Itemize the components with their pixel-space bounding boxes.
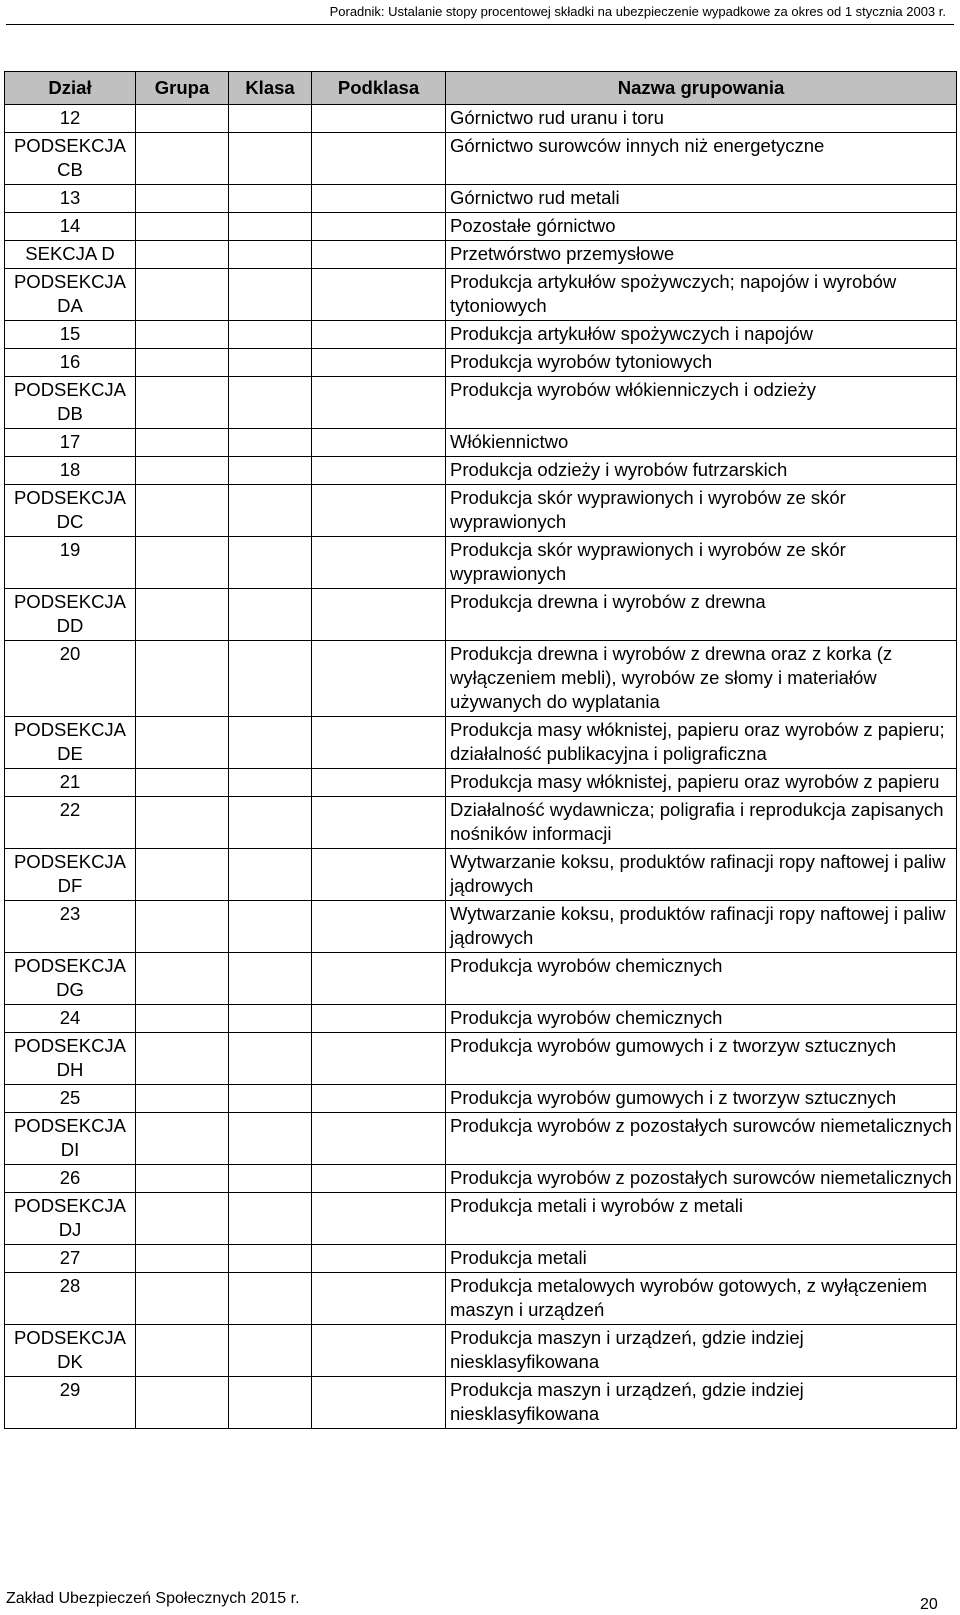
- cell-podklasa: [312, 797, 446, 849]
- cell-podklasa: [312, 105, 446, 133]
- cell-grupa: [136, 1377, 229, 1429]
- cell-podklasa: [312, 537, 446, 589]
- cell-klasa: [229, 901, 312, 953]
- cell-klasa: [229, 717, 312, 769]
- cell-podklasa: [312, 349, 446, 377]
- cell-nazwa: Produkcja wyrobów włókienniczych i odzieży: [446, 377, 957, 429]
- table-body: [5, 105, 957, 1429]
- table-row: [5, 213, 957, 241]
- cell-dzial: 20: [5, 641, 136, 717]
- cell-nazwa: Wytwarzanie koksu, produktów rafinacji ropy naftowej i paliw jądrowych: [446, 901, 957, 953]
- cell-dzial: 13: [5, 185, 136, 213]
- cell-dzial: 24: [5, 1005, 136, 1033]
- cell-nazwa: Produkcja odzieży i wyrobów futrzarskich: [446, 457, 957, 485]
- cell-klasa: [229, 377, 312, 429]
- cell-klasa: [229, 321, 312, 349]
- table-row: [5, 1033, 957, 1085]
- table-row: [5, 429, 957, 457]
- table-row: [5, 1193, 957, 1245]
- cell-grupa: [136, 485, 229, 537]
- cell-podklasa: [312, 589, 446, 641]
- cell-dzial: PODSEKCJA DE: [5, 717, 136, 769]
- cell-klasa: [229, 485, 312, 537]
- cell-dzial: 25: [5, 1085, 136, 1113]
- table-row: [5, 1325, 957, 1377]
- cell-nazwa: Produkcja drewna i wyrobów z drewna: [446, 589, 957, 641]
- cell-klasa: [229, 457, 312, 485]
- cell-podklasa: [312, 269, 446, 321]
- header-divider: [6, 24, 954, 25]
- cell-klasa: [229, 589, 312, 641]
- cell-nazwa: Produkcja metali i wyrobów z metali: [446, 1193, 957, 1245]
- cell-klasa: [229, 769, 312, 797]
- cell-klasa: [229, 1245, 312, 1273]
- cell-nazwa: Produkcja skór wyprawionych i wyrobów ze skór wyprawionych: [446, 485, 957, 537]
- cell-podklasa: [312, 641, 446, 717]
- cell-klasa: [229, 1005, 312, 1033]
- table-row: [5, 717, 957, 769]
- cell-podklasa: [312, 213, 446, 241]
- cell-grupa: [136, 241, 229, 269]
- column-header-nazwa: Nazwa grupowania: [446, 72, 957, 105]
- cell-nazwa: Produkcja metali: [446, 1245, 957, 1273]
- cell-grupa: [136, 537, 229, 589]
- cell-dzial: PODSEKCJA DF: [5, 849, 136, 901]
- cell-grupa: [136, 1193, 229, 1245]
- cell-klasa: [229, 1273, 312, 1325]
- cell-podklasa: [312, 133, 446, 185]
- cell-nazwa: Włókiennictwo: [446, 429, 957, 457]
- cell-nazwa: Górnictwo surowców innych niż energetyczne: [446, 133, 957, 185]
- column-header-podklasa: Podklasa: [312, 72, 446, 105]
- table-row: [5, 349, 957, 377]
- cell-nazwa: Górnictwo rud metali: [446, 185, 957, 213]
- table-row: [5, 641, 957, 717]
- cell-podklasa: [312, 1193, 446, 1245]
- cell-nazwa: Produkcja wyrobów z pozostałych surowców niemetalicznych: [446, 1113, 957, 1165]
- cell-dzial: 19: [5, 537, 136, 589]
- cell-nazwa: Produkcja wyrobów chemicznych: [446, 953, 957, 1005]
- cell-dzial: PODSEKCJA DB: [5, 377, 136, 429]
- cell-klasa: [229, 133, 312, 185]
- cell-klasa: [229, 241, 312, 269]
- cell-klasa: [229, 1377, 312, 1429]
- cell-grupa: [136, 769, 229, 797]
- cell-grupa: [136, 1165, 229, 1193]
- table-row: [5, 1245, 957, 1273]
- cell-nazwa: Produkcja maszyn i urządzeń, gdzie indziej niesklasyfikowana: [446, 1377, 957, 1429]
- cell-nazwa: Produkcja artykułów spożywczych; napojów i wyrobów tytoniowych: [446, 269, 957, 321]
- table-row: [5, 321, 957, 349]
- cell-grupa: [136, 269, 229, 321]
- cell-dzial: PODSEKCJA CB: [5, 133, 136, 185]
- cell-grupa: [136, 1245, 229, 1273]
- cell-dzial: 14: [5, 213, 136, 241]
- cell-klasa: [229, 1165, 312, 1193]
- cell-grupa: [136, 1085, 229, 1113]
- cell-dzial: 21: [5, 769, 136, 797]
- cell-klasa: [229, 953, 312, 1005]
- table-row: [5, 1273, 957, 1325]
- column-header-dzial: Dział: [5, 72, 136, 105]
- cell-nazwa: Produkcja skór wyprawionych i wyrobów ze skór wyprawionych: [446, 537, 957, 589]
- table-row: [5, 241, 957, 269]
- cell-dzial: 18: [5, 457, 136, 485]
- cell-grupa: [136, 349, 229, 377]
- table-row: [5, 485, 957, 537]
- cell-nazwa: Produkcja wyrobów gumowych i z tworzyw sztucznych: [446, 1033, 957, 1085]
- cell-grupa: [136, 321, 229, 349]
- cell-klasa: [229, 429, 312, 457]
- cell-grupa: [136, 457, 229, 485]
- cell-klasa: [229, 537, 312, 589]
- cell-podklasa: [312, 485, 446, 537]
- cell-podklasa: [312, 1377, 446, 1429]
- cell-dzial: PODSEKCJA DC: [5, 485, 136, 537]
- table-row: [5, 901, 957, 953]
- cell-nazwa: Produkcja wyrobów tytoniowych: [446, 349, 957, 377]
- cell-klasa: [229, 1325, 312, 1377]
- cell-dzial: 16: [5, 349, 136, 377]
- cell-nazwa: Produkcja artykułów spożywczych i napojów: [446, 321, 957, 349]
- cell-grupa: [136, 377, 229, 429]
- table-row: [5, 1005, 957, 1033]
- cell-nazwa: Przetwórstwo przemysłowe: [446, 241, 957, 269]
- page-header: Poradnik: Ustalanie stopy procentowej składki na ubezpieczenie wypadkowe za okres od 1 stycznia 2003 r.: [329, 4, 946, 19]
- cell-klasa: [229, 641, 312, 717]
- cell-klasa: [229, 1033, 312, 1085]
- cell-klasa: [229, 1085, 312, 1113]
- cell-podklasa: [312, 1005, 446, 1033]
- cell-grupa: [136, 849, 229, 901]
- cell-klasa: [229, 349, 312, 377]
- cell-grupa: [136, 1273, 229, 1325]
- cell-dzial: PODSEKCJA DJ: [5, 1193, 136, 1245]
- cell-dzial: 27: [5, 1245, 136, 1273]
- cell-nazwa: Produkcja wyrobów gumowych i z tworzyw sztucznych: [446, 1085, 957, 1113]
- cell-dzial: PODSEKCJA DD: [5, 589, 136, 641]
- cell-grupa: [136, 133, 229, 185]
- cell-nazwa: Górnictwo rud uranu i toru: [446, 105, 957, 133]
- cell-podklasa: [312, 429, 446, 457]
- table-row: [5, 537, 957, 589]
- table-row: [5, 1165, 957, 1193]
- cell-klasa: [229, 797, 312, 849]
- cell-klasa: [229, 1113, 312, 1165]
- cell-podklasa: [312, 1325, 446, 1377]
- column-header-grupa: Grupa: [136, 72, 229, 105]
- cell-dzial: PODSEKCJA DK: [5, 1325, 136, 1377]
- cell-dzial: 17: [5, 429, 136, 457]
- cell-grupa: [136, 429, 229, 457]
- table-header-row: [5, 72, 957, 105]
- cell-nazwa: Działalność wydawnicza; poligrafia i reprodukcja zapisanych nośników informacji: [446, 797, 957, 849]
- cell-podklasa: [312, 185, 446, 213]
- cell-grupa: [136, 1325, 229, 1377]
- cell-podklasa: [312, 1245, 446, 1273]
- table-row: [5, 105, 957, 133]
- cell-dzial: 23: [5, 901, 136, 953]
- table-row: [5, 185, 957, 213]
- cell-dzial: PODSEKCJA DA: [5, 269, 136, 321]
- cell-podklasa: [312, 1113, 446, 1165]
- column-header-klasa: Klasa: [229, 72, 312, 105]
- table-row: [5, 457, 957, 485]
- cell-grupa: [136, 1005, 229, 1033]
- table-row: [5, 269, 957, 321]
- cell-podklasa: [312, 1165, 446, 1193]
- cell-grupa: [136, 901, 229, 953]
- cell-grupa: [136, 797, 229, 849]
- cell-nazwa: Produkcja masy włóknistej, papieru oraz wyrobów z papieru; działalność publikacyjna i poligraficzna: [446, 717, 957, 769]
- cell-podklasa: [312, 1033, 446, 1085]
- cell-dzial: PODSEKCJA DI: [5, 1113, 136, 1165]
- cell-dzial: 29: [5, 1377, 136, 1429]
- cell-klasa: [229, 849, 312, 901]
- cell-nazwa: Wytwarzanie koksu, produktów rafinacji ropy naftowej i paliw jądrowych: [446, 849, 957, 901]
- cell-grupa: [136, 213, 229, 241]
- cell-nazwa: Produkcja wyrobów z pozostałych surowców niemetalicznych: [446, 1165, 957, 1193]
- table-row: [5, 1113, 957, 1165]
- cell-podklasa: [312, 717, 446, 769]
- cell-dzial: 22: [5, 797, 136, 849]
- page-number: 20: [920, 1596, 938, 1613]
- cell-podklasa: [312, 849, 446, 901]
- cell-podklasa: [312, 377, 446, 429]
- cell-dzial: 26: [5, 1165, 136, 1193]
- cell-podklasa: [312, 321, 446, 349]
- cell-dzial: 15: [5, 321, 136, 349]
- cell-nazwa: Produkcja wyrobów chemicznych: [446, 1005, 957, 1033]
- cell-podklasa: [312, 457, 446, 485]
- cell-grupa: [136, 185, 229, 213]
- table-row: [5, 1377, 957, 1429]
- cell-podklasa: [312, 769, 446, 797]
- cell-podklasa: [312, 901, 446, 953]
- cell-nazwa: Produkcja masy włóknistej, papieru oraz wyrobów z papieru: [446, 769, 957, 797]
- cell-grupa: [136, 717, 229, 769]
- cell-grupa: [136, 1033, 229, 1085]
- cell-dzial: PODSEKCJA DH: [5, 1033, 136, 1085]
- table-row: [5, 133, 957, 185]
- cell-grupa: [136, 105, 229, 133]
- cell-podklasa: [312, 1085, 446, 1113]
- cell-podklasa: [312, 1273, 446, 1325]
- cell-nazwa: Produkcja drewna i wyrobów z drewna oraz z korka (z wyłączeniem mebli), wyrobów ze słomy i materiałów używanych do wyplatania: [446, 641, 957, 717]
- cell-grupa: [136, 641, 229, 717]
- table-row: [5, 769, 957, 797]
- cell-dzial: 12: [5, 105, 136, 133]
- cell-nazwa: Produkcja metalowych wyrobów gotowych, z wyłączeniem maszyn i urządzeń: [446, 1273, 957, 1325]
- table-row: [5, 589, 957, 641]
- cell-nazwa: Produkcja maszyn i urządzeń, gdzie indziej niesklasyfikowana: [446, 1325, 957, 1377]
- cell-klasa: [229, 213, 312, 241]
- cell-klasa: [229, 105, 312, 133]
- table-row: [5, 377, 957, 429]
- table-row: [5, 849, 957, 901]
- cell-klasa: [229, 1193, 312, 1245]
- table-row: [5, 1085, 957, 1113]
- cell-dzial: 28: [5, 1273, 136, 1325]
- cell-dzial: PODSEKCJA DG: [5, 953, 136, 1005]
- cell-podklasa: [312, 241, 446, 269]
- table-row: [5, 797, 957, 849]
- cell-podklasa: [312, 953, 446, 1005]
- cell-grupa: [136, 953, 229, 1005]
- cell-klasa: [229, 269, 312, 321]
- cell-klasa: [229, 185, 312, 213]
- cell-grupa: [136, 1113, 229, 1165]
- cell-grupa: [136, 589, 229, 641]
- table-row: [5, 953, 957, 1005]
- footer-organization: Zakład Ubezpieczeń Społecznych 2015 r.: [6, 1590, 300, 1607]
- cell-dzial: SEKCJA D: [5, 241, 136, 269]
- cell-nazwa: Pozostałe górnictwo: [446, 213, 957, 241]
- classification-table: [4, 71, 957, 1429]
